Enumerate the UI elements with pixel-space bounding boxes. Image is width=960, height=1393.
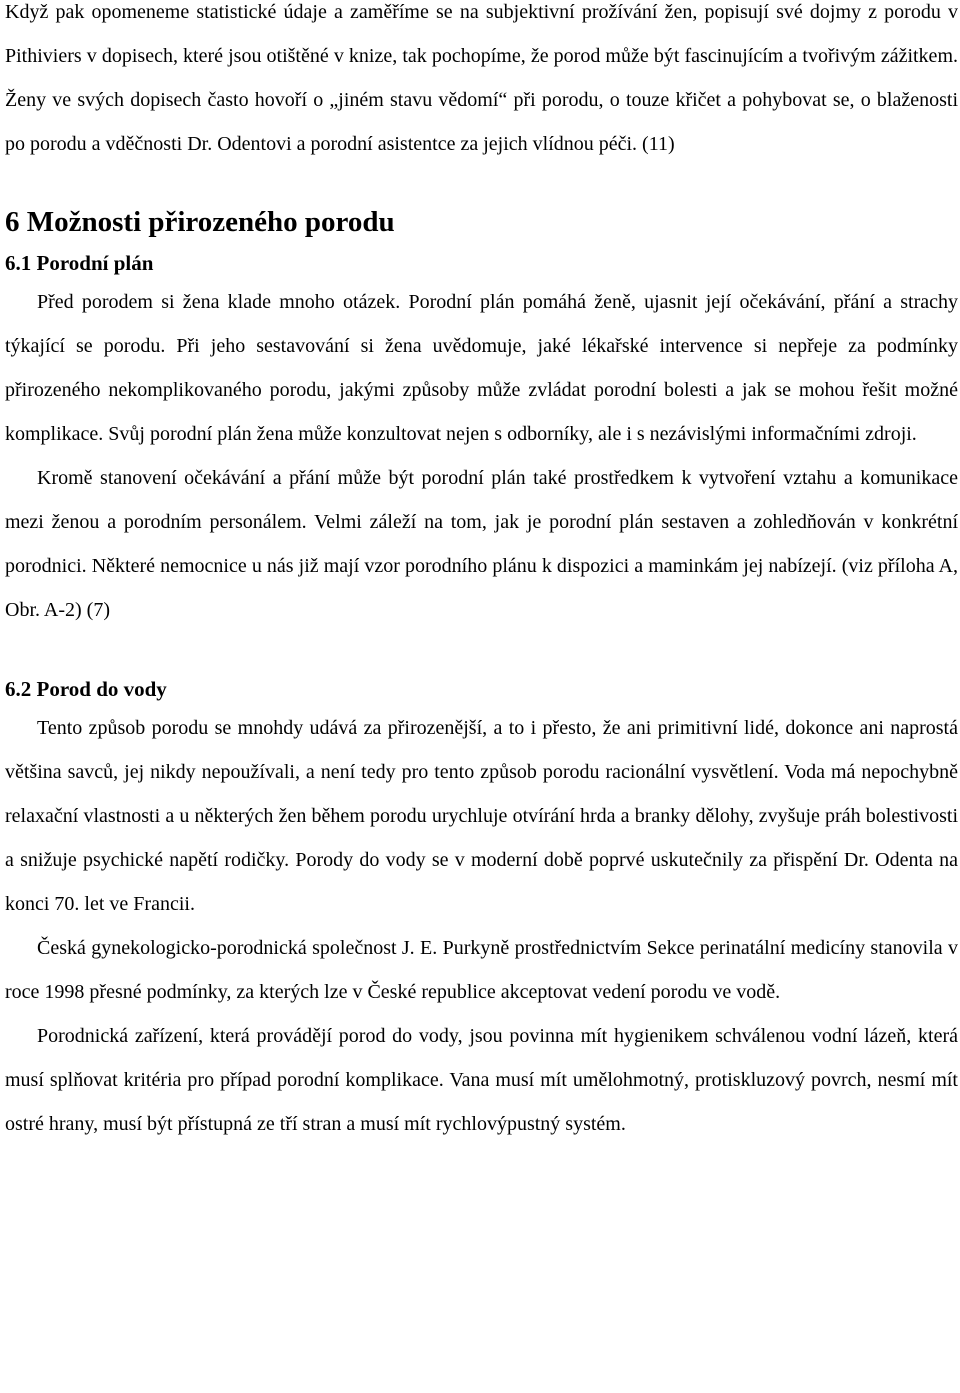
intro-paragraph: Když pak opomeneme statistické údaje a zaměříme se na subjektivní prožívání žen, popisují své dojmy z porodu v Pithiviers v dopisech, které jsou otištěné v knize, tak pochopíme, že porod může být fascinujícím a tvořivým zážitkem. Ženy ve svých dopisech často hovoří o „jiném stavu vědomí“ při porodu, o touze křičet a pohybovat se, o blaženosti po porodu a vděčnosti Dr. Odentovi a porodní asistentce za jejich vlídnou péči. (11) [5, 1, 958, 155]
section-title-birth-plan: 6.1 Porodní plán [5, 251, 154, 275]
chapter-title: 6 Možnosti přirozeného porodu [5, 206, 395, 238]
water-birth-paragraph-1: Tento způsob porodu se mnohdy udává za přirozenější, a to i přesto, že ani primitivní lidé, dokonce ani naprostá většina savců, jej nikdy nepoužívali, a není tedy pro tento způsob porodu racionální vysvětlení. Voda má nepochybně relaxační vlastnosti a u některých žen během porodu urychluje otvírání hrda a branky dělohy, zvyšuje práh bolestivosti a snižuje psychické napětí rodičky. Porody do vody se v moderní době poprvé uskutečnily za přispění Dr. Odenta na konci 70. let ve Francii. [5, 717, 958, 915]
water-birth-paragraph-3: Porodnická zařízení, která provádějí porod do vody, jsou povinna mít hygienikem schválenou vodní lázeň, která musí splňovat kritéria pro případ porodní komplikace. Vana musí mít umělohmotný, protiskluzový povrch, nesmí mít ostré hrany, musí být přístupná ze tří stran a musí mít rychlovýpustný systém. [5, 1025, 958, 1135]
water-birth-paragraph-2: Česká gynekologicko-porodnická společnost J. E. Purkyně prostřednictvím Sekce perinatální medicíny stanovila v roce 1998 přesné podmínky, za kterých lze v České republice akceptovat vedení porodu ve vodě. [5, 937, 958, 1003]
birth-plan-paragraph-2: Kromě stanovení očekávání a přání může být porodní plán také prostředkem k vytvoření vztahu a komunikace mezi ženou a porodním personálem. Velmi záleží na tom, jak je porodní plán sestaven a zohledňován v konkrétní porodnici. Některé nemocnice u nás již mají vzor porodního plánu k dispozici a maminkám jej nabízejí. (viz příloha A, Obr. A-2) (7) [5, 467, 958, 621]
birth-plan-paragraph-1: Před porodem si žena klade mnoho otázek. Porodní plán pomáhá ženě, ujasnit její očekávání, přání a strachy týkající se porodu. Při jeho sestavování si žena uvědomuje, jaké lékařské intervence si nepřeje za podmínky přirozeného nekomplikovaného porodu, jakými způsoby může zvládat porodní bolesti a jak se mohou řešit možné komplikace. Svůj porodní plán žena může konzultovat nejen s odborníky, ale i s nezávislými informačními zdroji. [5, 291, 958, 445]
section-title-water-birth: 6.2 Porod do vody [5, 677, 167, 701]
document-page [5, 0, 958, 1146]
